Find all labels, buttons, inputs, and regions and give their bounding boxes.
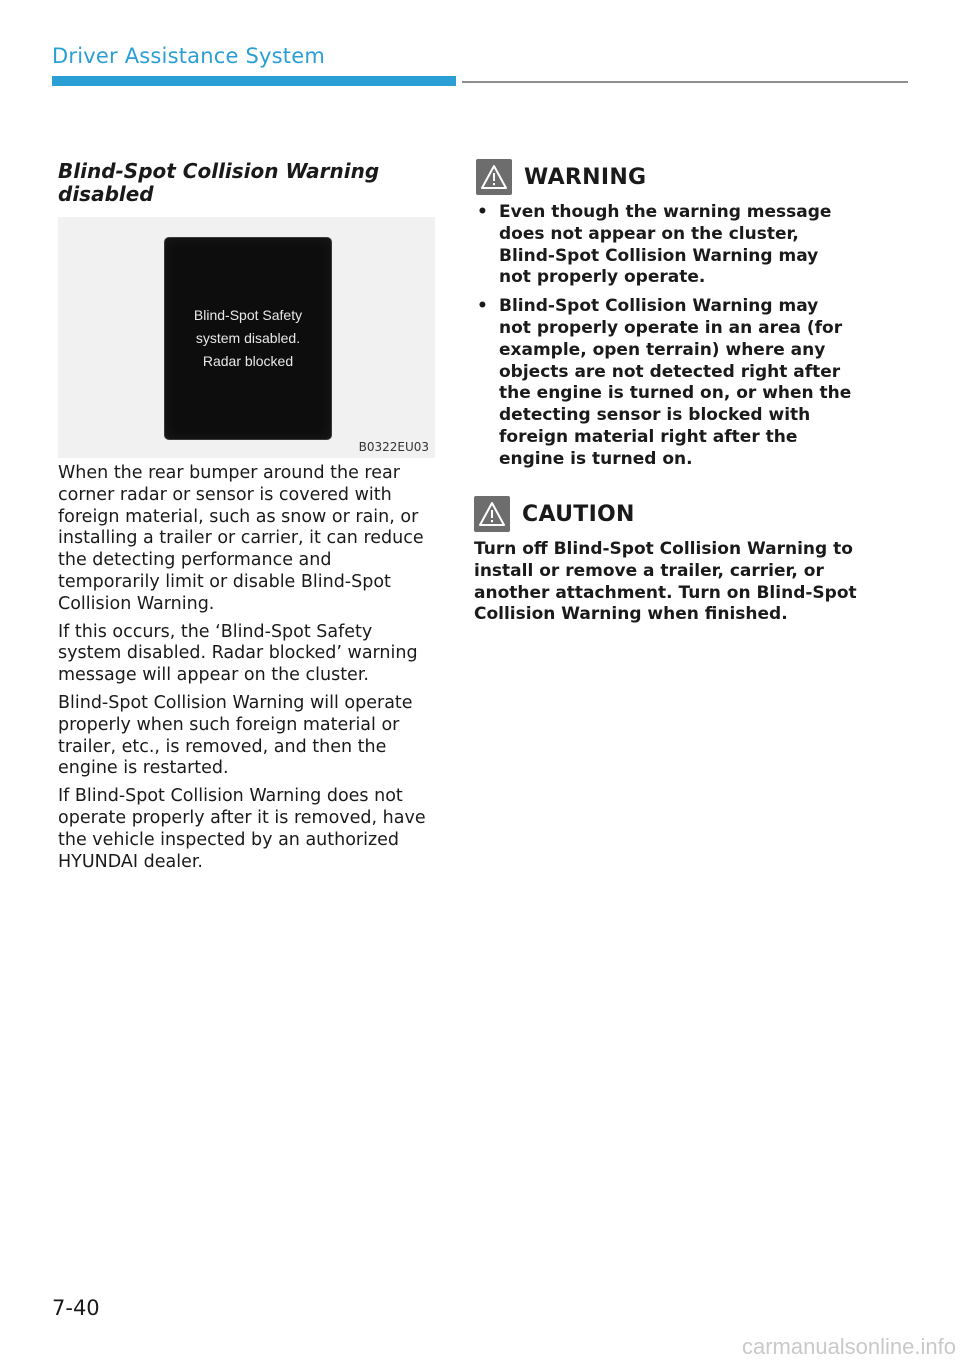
warning-triangle-icon	[474, 496, 510, 532]
cluster-display	[164, 237, 332, 440]
section-title: Blind-Spot Collision Warning disabled	[58, 159, 380, 206]
warning-item-text: Even though the warning message does not appear on the cluster, Blind-Spot Collision Warning may not properly operate.	[499, 202, 832, 288]
body-paragraph: If Blind-Spot Collision Warning does not operate properly after it is removed, have the vehicle inspected by an authorized HYUNDAI dealer.	[58, 786, 426, 872]
header-rule	[462, 81, 908, 83]
figure-code: B0322EU03	[358, 440, 429, 454]
warning-item: • Blind-Spot Collision Warning may not properly operate in an area (for example, open terrain) where any objects are not detected right after the engine is turned on, or when the detecting sensor is blocked with foreign material right after the engine is turned on.	[477, 296, 852, 469]
caution-label: CAUTION	[522, 501, 635, 527]
body-paragraph: Blind-Spot Collision Warning will operate properly when such foreign material or trailer, etc., is removed, and then the engine is restarted.	[58, 692, 413, 779]
body-paragraph: If this occurs, the ‘Blind-Spot Safety system disabled. Radar blocked’ warning message will appear on the cluster.	[58, 621, 418, 686]
warning-label: WARNING	[524, 164, 647, 190]
caution-text: Turn off Blind-Spot Collision Warning to install or remove a trailer, carrier, or another attachment. Turn on Blind-Spot Collision Warning when finished.	[474, 539, 857, 625]
header-accent-bar	[52, 76, 456, 86]
cluster-figure	[58, 217, 435, 458]
warning-heading	[476, 159, 646, 195]
body-text	[58, 463, 438, 879]
cluster-message: Blind-Spot Safety system disabled. Radar blocked	[193, 307, 303, 369]
warning-triangle-icon	[476, 159, 512, 195]
caution-heading	[474, 496, 635, 532]
body-paragraph: When the rear bumper around the rear corner radar or sensor is covered with foreign material, such as snow or rain, or installing a trailer or carrier, it can reduce the detecting performance and temporarily limit or disable Blind-Spot Collision Warning.	[58, 463, 424, 614]
warning-item: • Even though the warning message does not appear on the cluster, Blind-Spot Collision Warning may not properly operate.	[477, 202, 832, 288]
warning-item-text: Blind-Spot Collision Warning may not properly operate in an area (for example, open terrain) where any objects are not detected right after the engine is turned on, or when the detecting sensor is blocked with foreign material right after the engine is turned on.	[499, 296, 852, 469]
page-number: 7-40	[52, 1296, 100, 1320]
watermark: carmanualsonline.info	[741, 1334, 956, 1359]
running-header: Driver Assistance System	[52, 44, 325, 68]
warning-list	[476, 202, 856, 478]
